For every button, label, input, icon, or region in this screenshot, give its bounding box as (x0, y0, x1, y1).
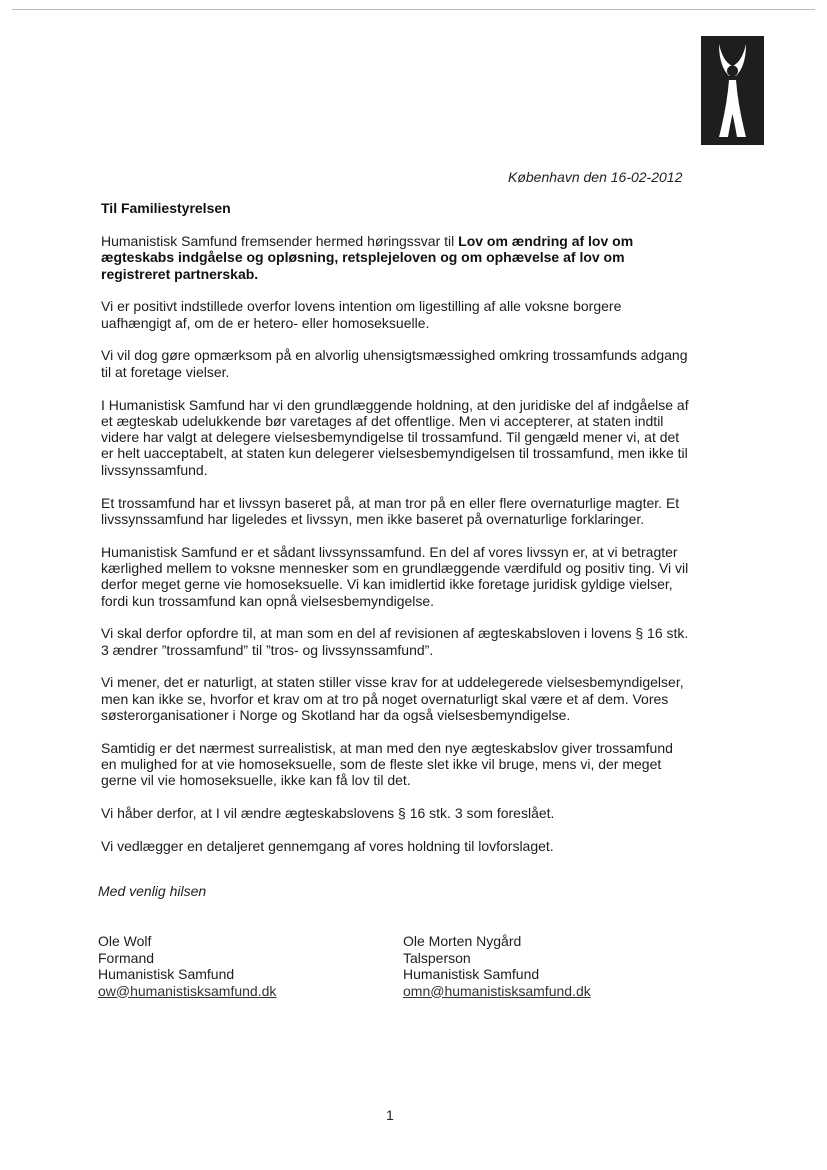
signatory-org: Humanistisk Samfund (98, 966, 235, 982)
signatory-name: Ole Wolf (98, 933, 152, 949)
signatory-name: Ole Morten Nygård (403, 933, 522, 949)
body-paragraph-7: Vi mener, det er naturligt, at staten stiller visse krav for at uddelegerede vielsesbemyndigelser, men kan ikke se, hvorfor et krav om at tro på noget overnaturligt skal være et af dem. Vores søsterorganisationer i Norge og Skotland har da også vielsesbemyndigelse. (101, 674, 684, 724)
body-paragraph-10: Vi vedlægger en detaljeret gennemgang af vores holdning til lovforslaget. (101, 838, 554, 855)
recipient: Til Familiestyrelsen (101, 200, 231, 216)
closing: Med venlig hilsen (98, 883, 207, 899)
signature-block-left (98, 933, 276, 999)
body-paragraph-1: Vi er positivt indstillede overfor lovens intention om ligestilling af alle voksne borgere uafhængigt af, om de er hetero- eller homoseksuelle. (101, 298, 622, 331)
body-paragraph-6: Vi skal derfor opfordre til, at man som en del af revisionen af ægteskabsloven i lovens § 16 stk. 3 ændrer ”trossamfund” til ”tros- og livssynssamfund”. (101, 625, 689, 658)
body-paragraph-2: Vi vil dog gøre opmærksom på en alvorlig uhensigtsmæssighed omkring trossamfunds adgang til at foretage vielser. (101, 347, 688, 380)
signatory-title: Talsperson (403, 949, 471, 966)
signatory-title: Formand (98, 949, 155, 966)
humanist-figure-logo (701, 36, 764, 145)
page-number: 1 (386, 1107, 394, 1123)
bill-title: Lov om ændring af lov om ægteskabs indgåelse og opløsning, retsplejeloven og om ophævelse af lov om registreret partnerskab. (101, 233, 634, 282)
signatory-email-link[interactable]: ow@humanistisksamfund.dk (98, 982, 277, 999)
intro-lead: Humanistisk Samfund fremsender hermed høringssvar til (101, 233, 459, 249)
letter-date: København den 16-02-2012 (508, 169, 683, 185)
top-rule (12, 9, 815, 10)
signature-block-right (403, 933, 591, 999)
signatory-email-link[interactable]: omn@humanistisksamfund.dk (403, 982, 591, 999)
intro-paragraph (101, 233, 691, 282)
body-paragraph-3: I Humanistisk Samfund har vi den grundlæggende holdning, at den juridiske del af indgåelse af et ægteskab udelukkende bør varetages af det offentlige. Men vi accepterer, at staten indtil videre har valgt at delegere vielsesbemyndigelse til trossamfund. Til gengæld mener vi, at det er helt uacceptabelt, at staten kun delegerer vielsesbemyndigelsen til trossamfund, men ikke til livssynssamfund. (101, 396, 689, 478)
body-paragraph-8: Samtidig er det nærmest surrealistisk, at man med den nye ægteskabslov giver trossamfund en mulighed for at vie homoseksuelle, som de fleste slet ikke vil bruge, mens vi, der meget gerne vil vie homoseksuelle, ikke kan få lov til det. (101, 739, 673, 789)
letter-body (101, 233, 691, 871)
signatory-org: Humanistisk Samfund (403, 966, 540, 982)
body-paragraph-9: Vi håber derfor, at I vil ændre ægteskabslovens § 16 stk. 3 som foreslået. (101, 805, 555, 822)
humanist-figure-icon (701, 36, 764, 145)
body-paragraph-4: Et trossamfund har et livssyn baseret på, at man tror på en eller flere overnaturlige magter. Et livssynssamfund har ligeledes et livssyn, men ikke baseret på overnaturlige forklaringer. (101, 494, 680, 527)
body-paragraph-5: Humanistisk Samfund er et sådant livssynssamfund. En del af vores livssyn er, at vi betragter kærlighed mellem to voksne mennesker som en grundlæggende værdifuld og positiv ting. Vi vil derfor meget gerne vie homoseksuelle. Vi kan imidlertid ikke foretage juridisk gyldige vielser, fordi kun trossamfund kan opnå vielsesbemyndigelse. (101, 543, 689, 609)
